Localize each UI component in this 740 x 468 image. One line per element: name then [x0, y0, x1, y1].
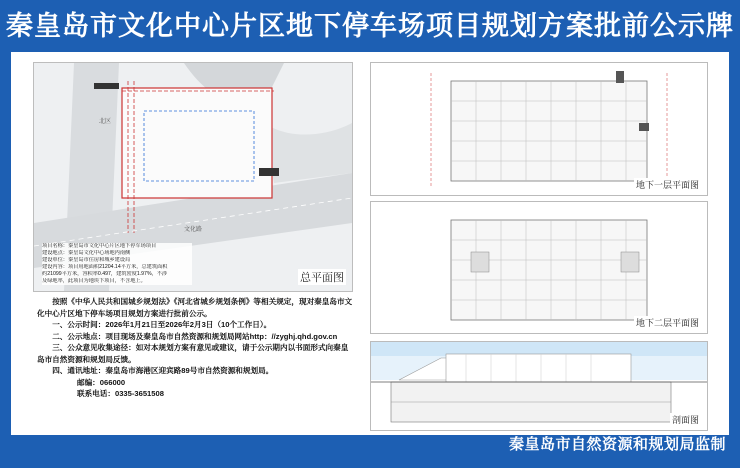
site-plan	[33, 62, 353, 292]
notice-item-address: 四、通讯地址：秦皇岛市海港区迎宾路89号市自然资源和规划局。	[52, 366, 274, 375]
board-title: 秦皇岛市文化中心片区地下停车场项目规划方案批前公示牌	[6, 11, 734, 41]
project-content-line-1: 建设内容：项目用地面积21204.14平方米，总建筑面积	[42, 264, 168, 270]
notice-phone: 联系电话：0335-3651508	[77, 389, 164, 398]
project-location-line: 建设地点：秦皇岛文化中心场地内南侧	[42, 250, 131, 256]
svg-text:北区: 北区	[99, 119, 112, 125]
notice-item-feedback: 三、公众意见收集途径：如对本规划方案有意见或建议，请于公示期内以书面形式向秦皇岛市自然资源和规划局反馈。	[37, 343, 349, 364]
b2-plan-caption: 地下二层平面图	[635, 318, 699, 328]
notice-item-time: 一、公示时间：2026年1月21日至2026年2月3日（10个工作日）。	[52, 320, 272, 329]
notice-item-place: 二、公示地点：项目现场及秦皇岛市自然资源和规划局网站http：//zyghj.qhd.gov.cn	[52, 331, 338, 341]
project-builder-line: 建设单位：秦皇岛市住房和城乡建设局	[42, 257, 131, 263]
footer-supervisor: 秦皇岛市自然资源和规划局监制	[508, 436, 726, 453]
svg-text:文化路: 文化路	[184, 227, 203, 233]
section-plan-drawing	[371, 342, 707, 430]
b1-floor-plan	[370, 62, 708, 196]
notice-postcode: 邮编：066000	[77, 377, 126, 387]
b1-plan-caption: 地下一层平面图	[635, 180, 699, 190]
b2-plan-drawing	[371, 202, 707, 333]
site-plan-caption: 总平面图	[298, 269, 346, 285]
notice-text	[37, 296, 355, 400]
project-content-line-3: 及绿地率，此项目为地块下项目，不含地上。	[42, 278, 146, 284]
section-drawing	[370, 341, 708, 431]
b2-floor-plan	[370, 201, 708, 334]
project-content-line-2: 约21099平方米，容积率0.497，建筑密度1.97%，不涉	[42, 271, 168, 277]
section-caption: 剖面图	[671, 415, 699, 425]
notice-intro: 按照《中华人民共和国城乡规划法》《河北省城乡规划条例》等相关规定，现对秦皇岛市文化中心片区地下停车场项目规划方案进行批前公示。	[37, 297, 353, 318]
content-panel	[11, 52, 729, 435]
project-info	[42, 243, 192, 285]
project-name-line: 项目名称：秦皇岛市文化中心片区地下停车场项目	[42, 243, 157, 249]
b1-plan-drawing	[371, 63, 707, 195]
